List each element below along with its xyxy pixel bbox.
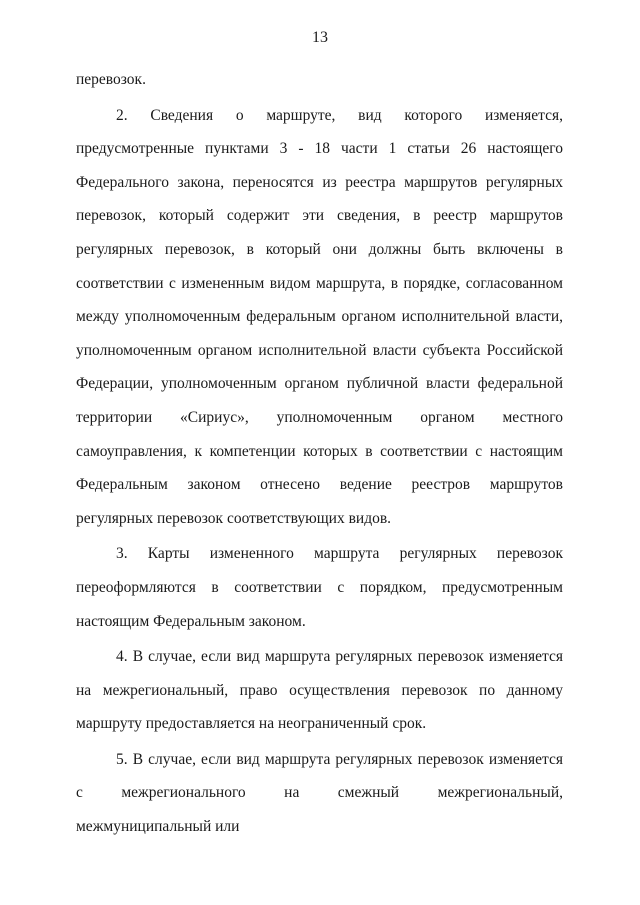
paragraph-item-4: 4. В случае, если вид маршрута регулярных перевозок изменяется на межрегиональный, право осуществления перевозок по данному маршруту предоставляется на неограниченный срок. — [76, 648, 563, 733]
page-number: 13 — [312, 29, 328, 46]
paragraph-continuation: перевозок. — [76, 71, 146, 88]
paragraph-item-5: 5. В случае, если вид маршрута регулярных перевозок изменяется с межрегионального на смежный межрегиональный, межмуниципальный или — [76, 750, 563, 836]
paragraph-item-2: 2. Сведения о маршруте, вид которого изменяется, предусмотренные пунктами 3 - 18 части 1 статьи 26 настоящего Федерального закона, переносятся из реестра маршрутов регулярных перевозок, который содержит эти сведения, в реестр маршрутов регулярных перевозок, в который они должны быть включены в соответствии с измененным видом маршрута, в порядке, согласованном между уполномоченным федеральным органом исполнительной власти, уполномоченным органом исполнительной власти субъекта Российской Федерации, уполномоченным органом публичной власти федеральной территории «Сириус», уполномоченным органом местного самоуправления, к компетенции которых в соответствии с настоящим Федеральным законом отнесено ведение реестров маршрутов регулярных перевозок соответствующих видов. — [76, 106, 563, 527]
paragraph-item-3: 3. Карты измененного маршрута регулярных перевозок переоформляются в соответствии с порядком, предусмотренным настоящим Федеральным законом. — [76, 545, 563, 630]
document-body — [76, 63, 563, 844]
